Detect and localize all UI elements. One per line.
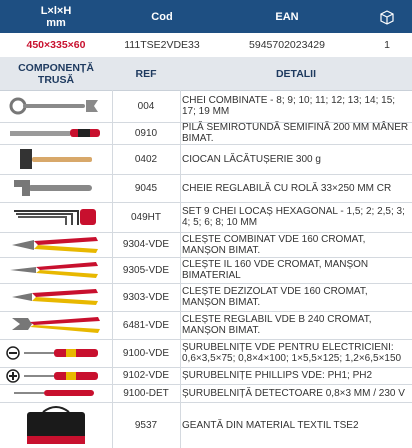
row-ref: 9303-VDE [122, 291, 170, 303]
row-details: GEANTĂ DIN MATERIAL TEXTIL TSE2 [182, 419, 359, 431]
water-pump-pliers-icon [4, 311, 108, 339]
details-column-header: DETALII [275, 67, 317, 80]
row-ref: 9304-VDE [122, 239, 170, 250]
table-row [0, 384, 412, 403]
row-details: PILĂ SEMIROTUNDĂ SEMIFINĂ 200 MM MÂNER BIMAT. [182, 122, 409, 144]
product-ean: 5945702023429 [249, 39, 325, 51]
row-details: ȘURUBELNIȚĂ DETECTOARE 0,8×3 MM / 230 V [182, 387, 405, 399]
row-ref: 9305-VDE [122, 264, 170, 276]
table-row [0, 174, 412, 203]
table-row [0, 144, 412, 175]
ref-column-header: REF [135, 67, 157, 80]
slotted-screwdriver-icon [4, 339, 108, 367]
row-ref: 9045 [134, 182, 158, 194]
combination-pliers-icon [4, 232, 108, 257]
table-row [0, 283, 412, 312]
row-ref: 6481-VDE [122, 319, 170, 331]
dims-column-header: L×l×H mm [40, 4, 72, 29]
row-ref: 004 [137, 100, 155, 112]
box-icon [362, 0, 412, 33]
row-details: CLEȘTE IL 160 VDE CROMAT, MANȘON BIMATERIAL [182, 259, 369, 281]
table-row [0, 367, 412, 385]
row-ref: 9100-VDE [122, 347, 170, 359]
row-ref: 0910 [134, 127, 158, 139]
row-details: CLEȘTE DEZIZOLAT VDE 160 CROMAT, MANȘON BIMAT. [182, 286, 368, 308]
row-details: SET 9 CHEI LOCAȘ HEXAGONAL - 1,5; 2; 2,5; 3; 4; 5; 6; 8; 10 MM [182, 206, 405, 228]
row-details: CHEI COMBINATE - 8; 9; 10; 11; 12; 13; 14; 15; 17; 19 MM [182, 95, 396, 117]
row-ref: 9537 [134, 419, 158, 431]
row-ref: 9100-DET [123, 387, 169, 399]
table-row [0, 232, 412, 258]
row-ref: 0402 [134, 153, 158, 165]
table-row [0, 311, 412, 340]
hex-keys-icon [4, 202, 108, 232]
product-cod: 111TSE2VDE33 [124, 39, 200, 51]
hammer-icon [4, 144, 108, 174]
tool-bag-icon [4, 402, 108, 448]
table-row [0, 122, 412, 145]
product-row [0, 33, 412, 58]
table-row [0, 339, 412, 368]
row-details: CLEȘTE REGLABIL VDE B 240 CROMAT, MANȘON BIMAT. [182, 314, 372, 336]
row-ref: 9102-VDE [122, 370, 170, 381]
table-row [0, 257, 412, 284]
row-details: CIOCAN LĂCĂTUȘERIE 300 g [182, 153, 321, 165]
row-details: ȘURUBELNIȚE PHILLIPS VDE: PH1; PH2 [182, 370, 373, 381]
row-ref: 049HT [130, 211, 161, 223]
table-row [0, 90, 412, 123]
table-row [0, 202, 412, 233]
row-details: CHEIE REGLABILĂ CU ROLĂ 33×250 MM CR [182, 182, 392, 194]
phillips-screwdriver-icon [4, 367, 108, 384]
file-icon [4, 122, 108, 144]
components-header [0, 57, 412, 91]
table-header [0, 0, 412, 33]
adjustable-wrench-icon [4, 174, 108, 202]
product-qty: 1 [384, 39, 390, 51]
wire-stripper-icon [4, 283, 108, 311]
row-details: ȘURUBELNIȚE VDE PENTRU ELECTRICIENI: 0,6×3,5×75; 0,8×4×100; 1×5,5×125; 1,2×6,5×150 [182, 342, 402, 364]
component-column-header: COMPONENȚĂ TRUSĂ [18, 61, 94, 86]
cod-column-header: Cod [151, 10, 173, 23]
voltage-tester-icon [4, 384, 108, 402]
row-details: CLEȘTE COMBINAT VDE 160 CROMAT, MANȘON BIMAT. [182, 233, 366, 256]
long-nose-pliers-icon [4, 257, 108, 283]
table-row [0, 402, 412, 448]
ean-column-header: EAN [275, 10, 299, 23]
combination-wrench-icon [4, 90, 108, 122]
product-dims: 450×335×60 [26, 39, 86, 51]
